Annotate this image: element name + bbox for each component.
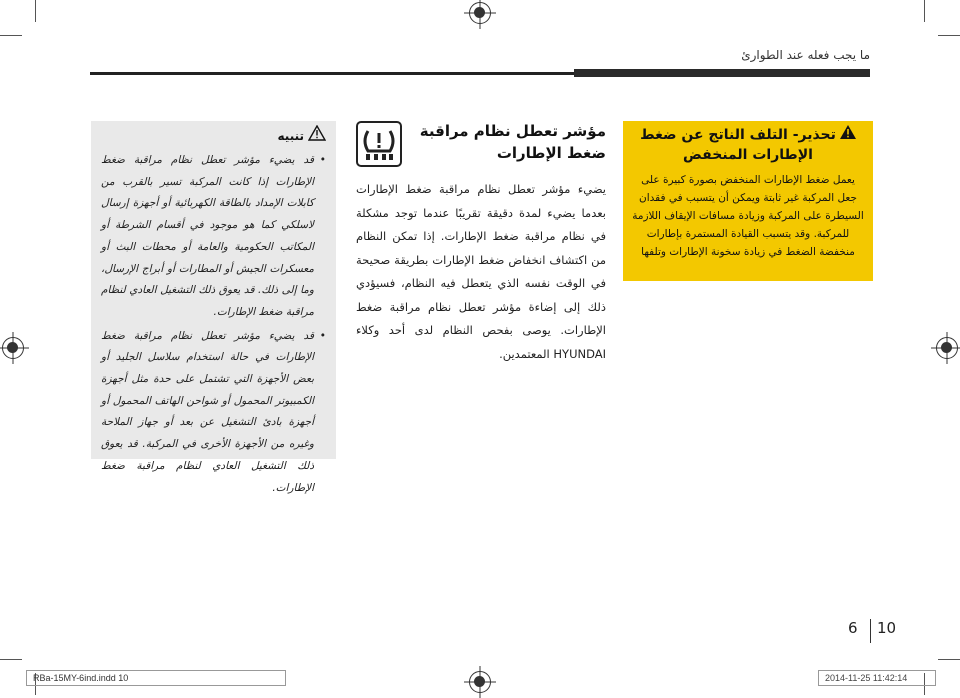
registration-mark-icon [469,2,491,24]
notice-heading [101,125,326,148]
registration-mark-icon [469,671,491,693]
notice-item: • قد يضيء مؤشر تعطل نظام مراقبة ضغط الإطارات في حالة استخدام سلاسل الجليد أو بعض الأجهزة التي تشتمل على حدة مثل أجهزة الكمبيوتر المحمول أو شواحن الهاتف المحمول أو أجهزة بادئ التشغيل عن بعد أو جهاز الملاحة وغيره من الأجهزة الأخرى في المركبة. قد يعوق ذلك التشغيل العادي لنظام مراقبة ضغط الإطارات. [101,326,326,500]
notice-box [91,121,336,494]
warning-triangle-icon [840,125,856,145]
warning-title-text: تحذير- التلف الناتج عن ضغط الإطارات المنخفض [640,127,836,163]
page-number-separator [870,619,871,643]
page-number-left: 6 [848,619,858,637]
notice-heading-text: تنبيه [277,129,304,143]
tpms-malfunction-heading: مؤشر تعطل نظام مراقبة ضغط الإطارات [419,122,606,162]
crop-mark [35,0,36,22]
crop-mark [938,35,960,36]
warning-body: يعمل ضغط الإطارات المنخفض بصورة كبيرة على جعل المركبة غير ثابتة ويمكن أن يتسبب في فقدان السيطرة على المركبة وزيادة مسافات الإيقاف اللازمة للمركبة. وقد يتسبب القيادة المستمرة بإطارات منخفضة الضغط في زيادة سخونة الإطارات وتلفها [632,174,864,258]
registration-mark-icon [2,337,24,359]
caution-triangle-icon [308,125,326,148]
crop-mark [0,659,22,660]
notice-item: • قد يضيء مؤشر تعطل نظام مراقبة ضغط الإطارات إذا كانت المركبة تسير بالقرب من كابلات الإمداد بالطاقة الكهربائية أو أجهزة إرسال لاسلكي كما هو موجود في أقسام الشرطة أو المكاتب الحكومية والعامة أو محطات البث أو معسكرات الجيش أو المطارات أو أبراج الإرسال، وما إلى ذلك. قد يعوق ذلك التشغيل العادي لنظام مراقبة ضغط الإطارات. [101,150,326,324]
page-number-right: 10 [877,619,897,637]
crop-mark [0,35,22,36]
footer-file-slug: RBa-15MY-6ind.indd 10 [26,670,286,686]
crop-mark [924,0,925,22]
section-header-title: ما يجب فعله عند الطوارئ [741,48,870,62]
warning-box [623,121,873,281]
warning-title [631,125,865,165]
footer-date-slug: 2014-11-25 11:42:14 [818,670,936,686]
tpms-malfunction-icon [356,121,402,167]
registration-mark-icon [936,337,958,359]
crop-mark [938,659,960,660]
tpms-malfunction-body: يضيء مؤشر تعطل نظام مراقبة ضغط الإطارات بعدما يضيء لمدة دقيقة تقريبًا عندما توجد مشكلة في نظام مراقبة ضغط الإطارات. إذا تمكن النظام من اكتشاف انخفاض ضغط الإطارات بطريقة صحيحة في الوقت نفسه الذي يتعطل فيه النظام، فسيؤدي ذلك إلى إضاءة مؤشر تعطل نظام مراقبة ضغط الإطارات. يوصى بفحص النظام لدى أحد وكلاء HYUNDAI المعتمدين. [356,182,606,361]
header-rule [90,72,870,75]
